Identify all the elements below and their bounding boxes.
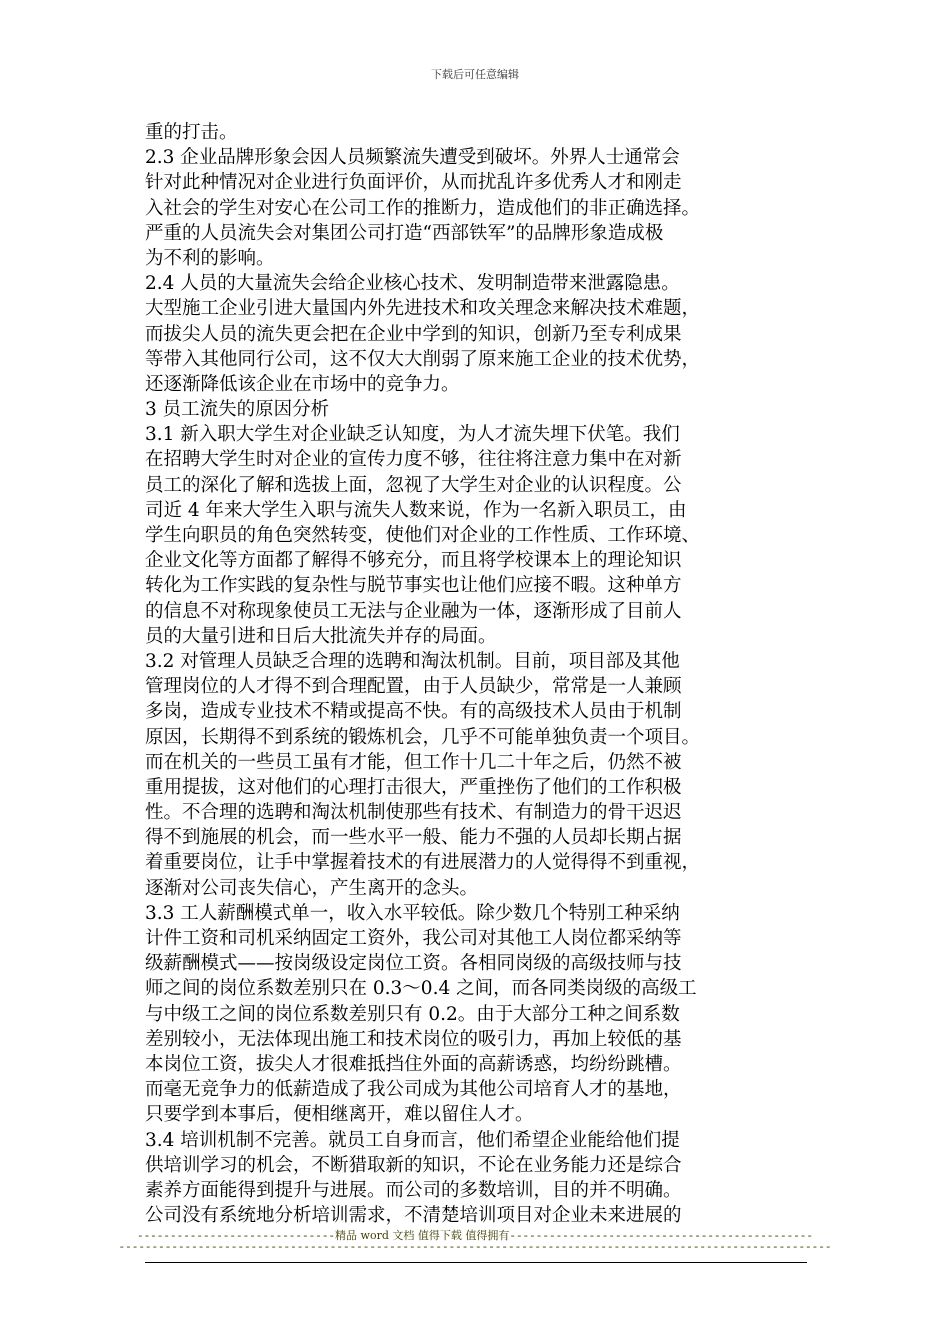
text-line: 素养方面能得到提升与进展。而公司的多数培训，目的并不明确。 — [145, 1179, 682, 1201]
text-line: 着重要岗位，让手中掌握着技术的有进展潜力的人觉得得不到重视， — [145, 852, 701, 874]
text-line: 3 员工流失的原因分析 — [145, 399, 330, 421]
text-line: 公司没有系统地分析培训需求，不清楚培训项目对企业未来进展的 — [145, 1205, 682, 1227]
text-line: 3.3 工人薪酬模式单一，收入水平较低。除少数几个特别工种采纳 — [145, 902, 680, 924]
header-note: 下载后可任意编辑 — [431, 68, 519, 81]
text-line: 得不到施展的机会，而一些水平一般、能力不强的人员却长期占据 — [145, 827, 682, 849]
text-line: 员的大量引进和日后大批流失并存的局面。 — [145, 625, 497, 647]
text-line: 3.1 新入职大学生对企业缺乏认知度，为人才流失埋下伏笔。我们 — [145, 424, 680, 446]
text-line: 还逐渐降低该企业在市场中的竞争力。 — [145, 373, 460, 395]
footer-dashes-right: ---------------------------------------------- — [509, 1231, 814, 1243]
text-line: 为不利的影响。 — [145, 247, 275, 269]
text-line: 只要学到本事后，便相继离开，难以留住人才。 — [145, 1104, 534, 1126]
text-line: 3.4 培训机制不完善。就员工自身而言，他们希望企业能给他们提 — [145, 1129, 680, 1151]
text-line: 而拔尖人员的流失更会把在企业中学到的知识，创新乃至专利成果 — [145, 323, 682, 345]
text-line: 的信息不对称现象使员工无法与企业融为一体，逐渐形成了目前人 — [145, 600, 682, 622]
text-line: 针对此种情况对企业进行负面评价，从而扰乱许多优秀人才和刚走 — [145, 172, 682, 194]
text-line: 级薪酬模式——按岗级设定岗位工资。各相同岗级的高级技师与技 — [145, 953, 682, 975]
footer-dashes-left: ------------------------------ — [136, 1231, 336, 1243]
text-line: 管理岗位的人才得不到合理配置，由于人员缺少，常常是一人兼顾 — [145, 676, 682, 698]
text-line: 供培训学习的机会，不断猎取新的知识，不论在业务能力还是综合 — [145, 1154, 682, 1176]
text-line: 而毫无竞争力的低薪造成了我公司成为其他公司培育人才的基地， — [145, 1079, 682, 1101]
body-text — [145, 120, 813, 1228]
text-line: 3.2 对管理人员缺乏合理的选聘和淘汰机制。目前，项目部及其他 — [145, 650, 680, 672]
footer-banner — [0, 1227, 950, 1243]
text-line: 师之间的岗位系数差别只在 0.3～0.4 之间，而各同类岗级的高级工 — [145, 978, 697, 1000]
text-line: 重用提拔，这对他们的心理打击很大，严重挫伤了他们的工作积极 — [145, 776, 682, 798]
text-line: 严重的人员流失会对集团公司打造“西部铁军”的品牌形象造成极 — [145, 222, 664, 244]
text-line: 司近 4 年来大学生入职与流失人数来说，作为一名新入职员工，由 — [145, 499, 687, 521]
text-line: 转化为工作实践的复杂性与脱节事实也让他们应接不暇。这种单方 — [145, 575, 682, 597]
footer-dash-line: ------------------------------------------------------------------------------------------------------------ — [118, 1242, 832, 1254]
text-line: 员工的深化了解和选拔上面，忽视了大学生对企业的认识程度。公 — [145, 474, 682, 496]
text-line: 重的打击。 — [145, 122, 238, 143]
text-line: 逐渐对公司丧失信心，产生离开的念头。 — [145, 877, 479, 899]
footer-banner-text: 精品 word 文档 值得下载 值得拥有 — [335, 1229, 510, 1242]
text-line: 在招聘大学生时对企业的宣传力度不够，往往将注意力集中在对新 — [145, 449, 682, 471]
text-line: 本岗位工资，拔尖人才很难抵挡住外面的高薪诱惑，均纷纷跳槽。 — [145, 1053, 682, 1075]
text-line: 学生向职员的角色突然转变，使他们对企业的工作性质、工作环境、 — [145, 525, 701, 546]
text-line: 而在机关的一些员工虽有才能，但工作十几二十年之后，仍然不被 — [145, 751, 682, 773]
text-line: 差别较小，无法体现出施工和技术岗位的吸引力，再加上较低的基 — [145, 1028, 682, 1050]
text-line: 2.4 人员的大量流失会给企业核心技术、发明制造带来泄露隐患。 — [145, 273, 680, 295]
text-line: 入社会的学生对安心在公司工作的推断力，造成他们的非正确选择。 — [145, 197, 701, 219]
text-line: 等带入其他同行公司，这不仅大大削弱了原来施工企业的技术优势， — [145, 348, 701, 370]
text-line: 计件工资和司机采纳固定工资外，我公司对其他工人岗位都采纳等 — [145, 928, 682, 949]
text-line: 性。不合理的选聘和淘汰机制使那些有技术、有制造力的骨干迟迟 — [145, 802, 682, 824]
footer-rule — [145, 1262, 807, 1263]
text-line: 2.3 企业品牌形象会因人员频繁流失遭受到破坏。外界人士通常会 — [145, 147, 680, 169]
text-line: 多岗，造成专业技术不精或提高不快。有的高级技术人员由于机制 — [145, 701, 682, 723]
text-line: 大型施工企业引进大量国内外先进技术和攻关理念来解决技术难题， — [145, 298, 701, 320]
text-line: 与中级工之间的岗位系数差别只有 0.2。由于大部分工种之间系数 — [145, 1003, 680, 1025]
text-line: 企业文化等方面都了解得不够充分，而且将学校课本上的理论知识 — [145, 550, 682, 572]
text-line: 原因，长期得不到系统的锻炼机会，几乎不可能单独负责一个项目。 — [145, 726, 701, 748]
